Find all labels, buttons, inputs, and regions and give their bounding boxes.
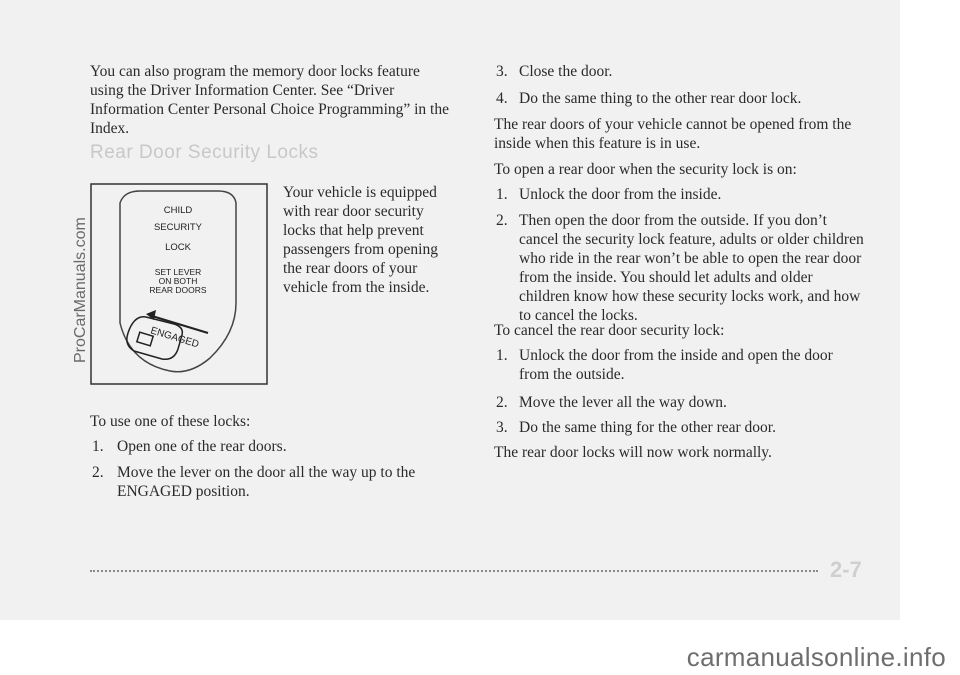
step-number: 1. [92,438,104,455]
section-heading: Rear Door Security Locks [90,142,319,163]
feature-note: The rear doors of your vehicle cannot be opened from the inside when this feature is in use. [494,116,852,152]
step-text: Then open the door from the outside. If you don’t cancel the security lock feature, adults or older children who ride in the rear won’t be able to open the rear door from the inside. You should let adults and older children know how these security locks work, and how to cancel the locks. [519,212,864,324]
step-number: 2. [496,394,508,411]
step-text: Unlock the door from the inside and open the door from the outside. [519,347,833,383]
diagram-on-both-text: ON BOTH [158,276,198,286]
diagram-set-lever-text: SET LEVER [154,267,202,277]
site-footer [0,620,960,675]
diagram-rear-doors-text: REAR DOORS [149,285,207,295]
diagram-child-text: CHILD [163,205,193,216]
closing-paragraph: The rear door locks will now work normally. [494,444,772,461]
security-lock-description: Your vehicle is equipped with rear door security locks that help prevent passengers from opening the rear doors of your vehicle from the inside. [283,184,438,296]
step-text: Unlock the door from the inside. [519,186,722,203]
cancel-lock-intro: To cancel the rear door security lock: [494,322,725,339]
lock-label-illustration [90,183,268,385]
intro-paragraph: You can also program the memory door locks feature using the Driver Information Center. See “Driver Information Center Personal Choice Programming” in the Index. [90,63,449,137]
step-number: 3. [496,63,508,80]
use-locks-intro: To use one of these locks: [90,413,251,430]
step-text: Do the same thing for the other rear door. [519,419,776,436]
diagram-lock-text: LOCK [165,242,191,253]
step-text: Close the door. [519,63,613,80]
step-number: 4. [496,90,508,107]
open-door-intro: To open a rear door when the security lock is on: [494,161,797,178]
diagram-engaged-text: ENGAGED [149,325,201,351]
step-number: 2. [496,212,508,229]
step-number: 3. [496,419,508,436]
step-text: Do the same thing to the other rear door lock. [519,90,802,107]
step-number: 2. [92,464,104,481]
page-number: 2-7 [830,557,862,582]
step-text: Move the lever on the door all the way up to the ENGAGED position. [117,464,416,500]
step-number: 1. [496,347,508,364]
footer-divider [90,570,818,574]
footer-site-link[interactable]: carmanualsonline.info [686,642,946,672]
security-lock-diagram [90,183,268,385]
step-number: 1. [496,186,508,203]
step-text: Open one of the rear doors. [117,438,287,455]
step-text: Move the lever all the way down. [519,394,727,411]
watermark-text: ProCarManuals.com [72,217,89,363]
diagram-security-text: SECURITY [153,222,203,233]
